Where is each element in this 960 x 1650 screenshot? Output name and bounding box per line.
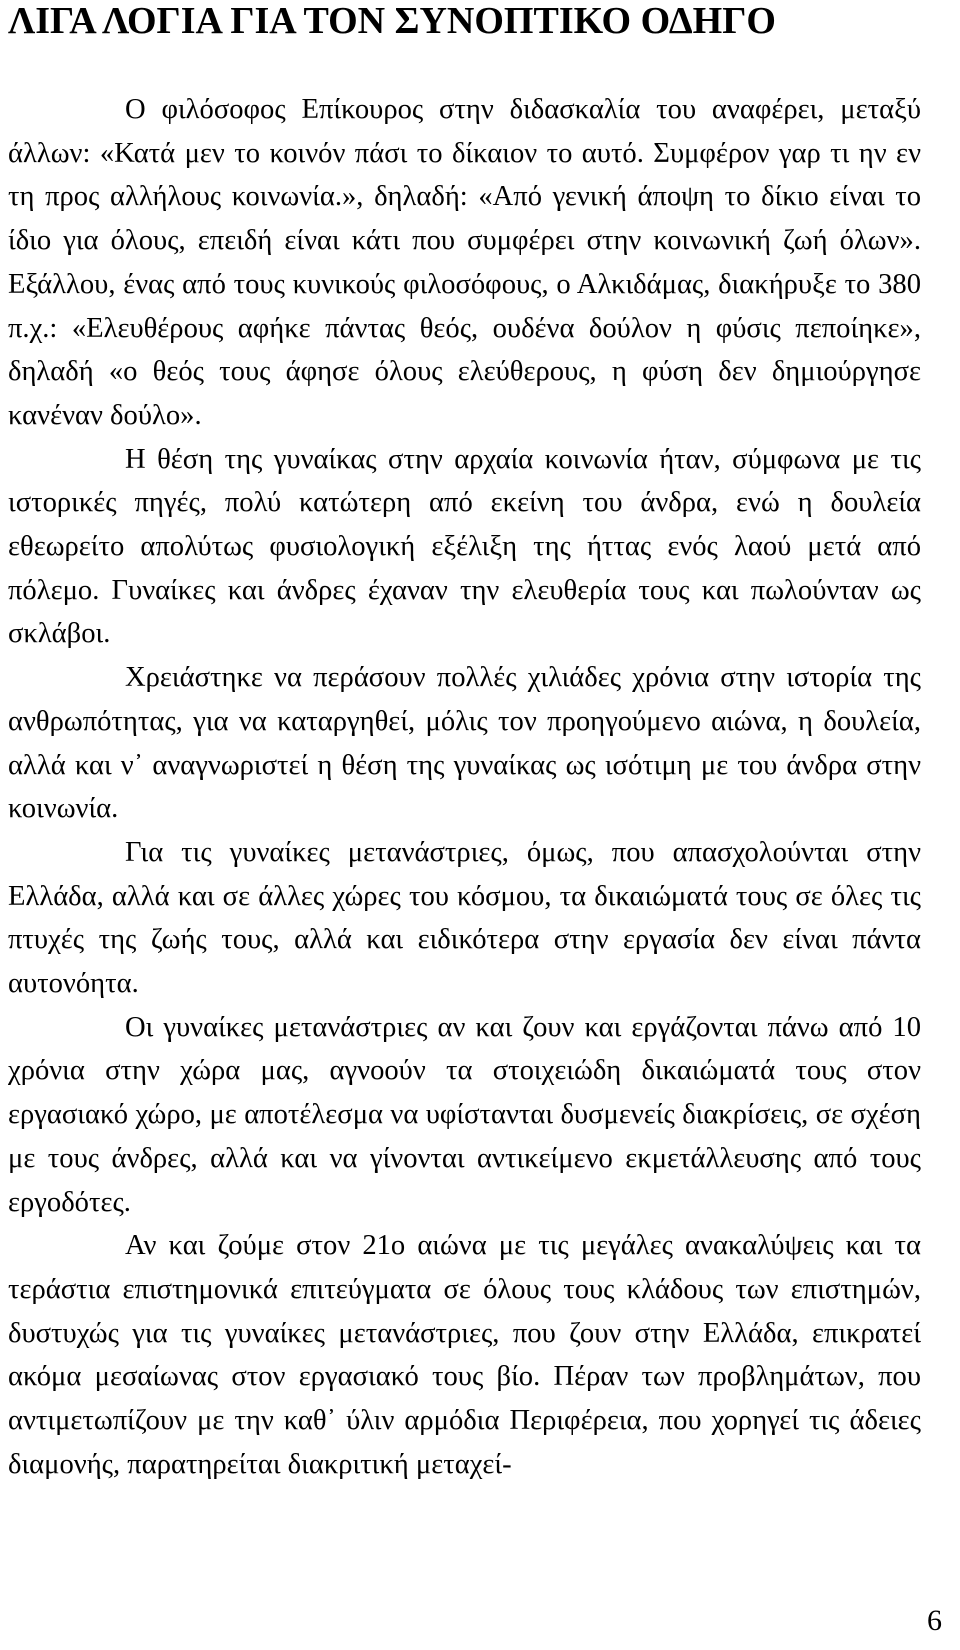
page-number: 6 [927, 1604, 942, 1637]
paragraph-ancient-society: Η θέση της γυναίκας στην αρχαία κοινωνία ήταν, σύμφωνα με τις ιστορικές πηγές, πολύ κατώτερη από εκείνη του άνδρα, ενώ η δουλεία εθεωρείτο απολύτως φυσιολογική εξέλιξη της ήττας ενός λαού μετά από πόλεμο. Γυναίκες και άνδρες έχαναν την ελευθερία τους και πωλούνταν ως σκλάβοι. [8, 443, 921, 650]
paragraph-abolition: Χρειάστηκε να περάσουν πολλές χιλιάδες χρόνια στην ιστορία της ανθρωπότητας, για να καταργηθεί, μόλις τον προηγούμενο αιώνα, η δουλεία, αλλά και ν᾽ αναγνωριστεί η θέση της γυναίκας ως ισότιμη με του άνδρα στην κοινωνία. [8, 662, 921, 825]
document-body [8, 88, 921, 1487]
paragraph-discrimination: Οι γυναίκες μετανάστριες αν και ζουν και εργάζονται πάνω από 10 χρόνια στην χώρα μας, αγνοούν τα στοιχειώδη δικαιώματά τους στον εργασιακό χώρο, με αποτέλεσμα να υφίστανται δυσμενείς διακρίσεις, σε σχέση με τους άνδρες, αλλά και να γίνονται αντικείμενο εκμετάλλευσης από τους εργοδότες. [8, 1011, 921, 1218]
document-page [8, 0, 921, 1487]
paragraph-epicurus: Ο φιλόσοφος Επίκουρος στην διδασκαλία του αναφέρει, μεταξύ άλλων: «Κατά μεν το κοινόν πάσι το δίκαιον το αυτό. Συμφέρον γαρ τι ην εν τη προς αλλήλους κοινωνία.», δηλαδή: «Από γενική άποψη το δίκιο είναι το ίδιο για όλους, επειδή είναι κάτι που συμφέρει στην κοινωνική ζωή όλων». Εξάλλου, ένας από τους κυνικούς φιλοσόφους, ο Αλκιδάμας, διακήρυξε το 380 π.χ.: «Ελευθέρους αφήκε πάντας θεός, ουδένα δούλον η φύσις πεποίηκε», δηλαδή «ο θεός τους άφησε όλους ελεύθερους, η φύση δεν δημιούργησε κανέναν δούλο». [8, 94, 921, 431]
paragraph-21st-century: Αν και ζούμε στον 21ο αιώνα με τις μεγάλες ανακαλύψεις και τα τεράστια επιστημονικά επιτεύγματα σε όλους τους κλάδους των επιστημών, δυστυχώς για τις γυναίκες μετανάστριες, που ζουν στην Ελλάδα, επικρατεί ακόμα μεσαίωνας στον εργασιακό τους βίο. Πέραν των προβλημάτων, που αντιμετωπίζουν με την καθ᾽ ύλιν αρμόδια Περιφέρεια, που χορηγεί τις άδειες διαμονής, παρατηρείται διακριτική μεταχεί- [8, 1230, 921, 1480]
document-title: ΛΙΓΑ ΛΟΓΙΑ ΓΙΑ ΤΟΝ ΣΥΝΟΠΤΙΚΟ ΟΔΗΓΟ [8, 0, 776, 42]
paragraph-migrant-rights: Για τις γυναίκες μετανάστριες, όμως, που απασχολούνται στην Ελλάδα, αλλά και σε άλλες χώρες του κόσμου, τα δικαιώματά τους σε όλες τις πτυχές της ζωής τους, αλλά και ειδικότερα στην εργασία δεν είναι πάντα αυτονόητα. [8, 836, 921, 1000]
